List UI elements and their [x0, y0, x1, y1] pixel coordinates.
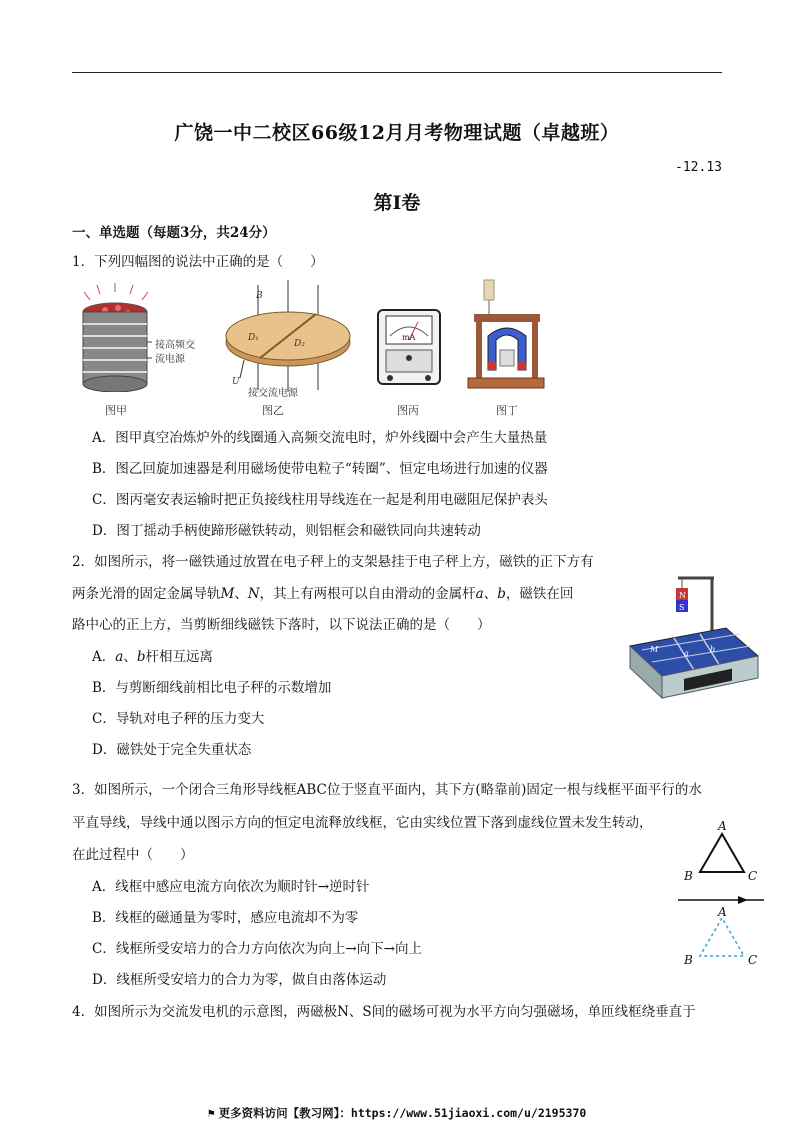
exam-title: 广饶一中二校区66级12月月考物理试题（卓越班） [174, 122, 620, 144]
header-rule [72, 72, 722, 73]
fig-yi-note: 接交流电源 [248, 388, 298, 399]
heat-lines [84, 283, 148, 300]
section-heading: 一、单选题（每题3分，共24分） [72, 225, 276, 241]
q2-line3: 路中心的正上方，当剪断细线磁铁下落时，以下说法正确的是（ ） [72, 617, 491, 633]
q3-fig-triangle [676, 818, 768, 974]
fig-label-bing: 图丙 [397, 404, 419, 417]
q1-option-a: A．图甲真空冶炼炉外的线圈通入高频交流电时，炉外线圈中会产生大量热量 [92, 430, 548, 446]
volume-heading: 第Ⅰ卷 [373, 192, 421, 214]
q2-line1: 2．如图所示，将一磁铁通过放置在电子秤上的支架悬挂于电子秤上方，磁铁的正下方有 [72, 554, 594, 570]
fig-yi-D2: D₂ [294, 339, 305, 349]
fig-rail-M: M [650, 645, 659, 654]
q1-option-c: C．图丙毫安表运输时把正负接线柱用导线连在一起是利用电磁阻尼保护表头 [92, 492, 548, 508]
current-arrow-icon [738, 896, 748, 904]
fig-magnet-N: N [679, 591, 686, 600]
exam-date: -12.13 [675, 160, 722, 175]
q3-option-c: C．线框所受安培力的合力方向依次为向上→向下→向上 [92, 941, 422, 957]
q3-line2: 平直导线，导线中通以图示方向的恒定电流释放线框，它由实线位置下落到虚线位置未发生转动， [72, 815, 653, 831]
q2-option-c: C．导轨对电子秤的压力变大 [92, 711, 265, 727]
q4-line1: 4．如图所示为交流发电机的示意图，两磁极N、S间的磁场可视为水平方向匀强磁场，单匝线框绕垂直于 [72, 1004, 696, 1020]
svg-text:B: B [684, 953, 693, 967]
q3-line1: 3．如图所示，一个闭合三角形导线框ABC位于竖直平面内，其下方(略靠前)固定一根与线框平面平行的水 [72, 782, 702, 798]
fig-label-jia: 图甲 [105, 404, 127, 417]
q3-option-a: A．线框中感应电流方向依次为顺时针→逆时针 [92, 879, 370, 895]
q2-option-a: A．a、b杆相互远离 [92, 649, 213, 665]
fig-bing-mA: mA [402, 333, 416, 342]
q2-option-d: D．磁铁处于完全失重状态 [92, 742, 252, 758]
fig-yi-B: B [256, 291, 263, 301]
fig-label-yi: 图乙 [262, 404, 284, 417]
fig-tri-C: C [748, 869, 758, 883]
fig-yi-U: U [232, 377, 240, 387]
fig-jia-note1: 接高频交 [155, 340, 195, 351]
svg-text:C: C [748, 953, 758, 967]
fig-tri-B: B [684, 869, 693, 883]
q3-option-d: D．线框所受安培力的合力为零，做自由落体运动 [92, 972, 387, 988]
flag-icon: ⚑ [207, 1106, 215, 1120]
fig-tri-A: A [718, 819, 727, 833]
q2-line2: 两条光滑的固定金属导轨M、N，其上有两根可以自由滑动的金属杆a、b，磁铁在回 [72, 586, 574, 602]
svg-text:A: A [718, 905, 727, 919]
q1-fig-jia [70, 282, 220, 392]
q1-option-b: B．图乙回旋加速器是利用磁场使带电粒子“转圈”、恒定电场进行加速的仪器 [92, 461, 548, 477]
q1-fig-bing [374, 306, 446, 388]
fig-label-ding: 图丁 [496, 404, 518, 417]
footer-link[interactable]: ⚑ 更多资料访问【教习网】：https://www.51jiaoxi.com/u/2195370 [207, 1106, 587, 1120]
q1-fig-yi [218, 280, 358, 400]
fig-jia-note2: 流电源 [155, 354, 185, 365]
q3-option-b: B．线框的磁通量为零时，感应电流却不为零 [92, 910, 359, 926]
fig-rod-b: b [710, 645, 716, 654]
q2-fig-scale [622, 572, 762, 712]
fig-magnet-S: S [679, 603, 685, 612]
q1-stem: 1．下列四幅图的说法中正确的是（ ） [72, 254, 324, 270]
q1-option-d: D．图丁摇动手柄使蹄形磁铁转动，则铝框会和磁铁同向共速转动 [92, 523, 481, 539]
fig-rod-a: a [684, 649, 689, 658]
q2-option-b: B．与剪断细线前相比电子秤的示数增加 [92, 680, 332, 696]
q3-line3: 在此过程中（ ） [72, 847, 194, 863]
q1-fig-ding [464, 278, 548, 390]
fig-yi-D1: D₁ [248, 333, 259, 343]
